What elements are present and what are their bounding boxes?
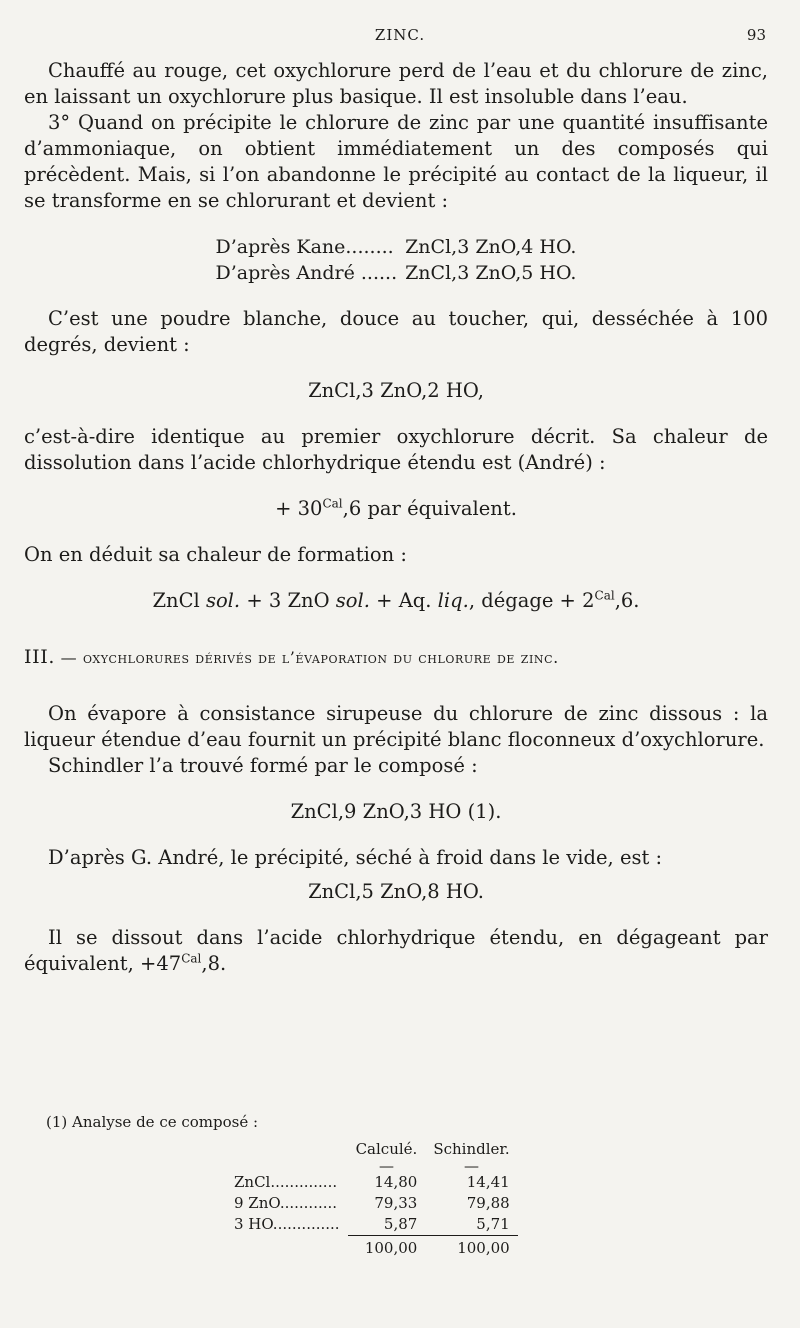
p9-suffix: ,8. bbox=[201, 952, 227, 975]
author-label: D’après André ...... bbox=[215, 262, 398, 284]
heat-suffix: ,6 par équivalent. bbox=[342, 497, 517, 520]
paragraph-3: C’est une poudre blanche, douce au toucher, qui, desséchée à 100 degrés, devient : bbox=[24, 307, 768, 356]
paragraph-6: On évapore à consistance sirupeuse du chlorure de zinc dissous : la liqueur étendue d’eau fournit un précipité blanc floconneux d’oxychlorure. bbox=[24, 702, 768, 751]
table-row bbox=[226, 1193, 518, 1214]
heat-unit: Cal bbox=[322, 496, 343, 511]
body-text bbox=[24, 58, 768, 977]
eq-part: ZnCl bbox=[152, 589, 206, 612]
paragraph-9 bbox=[24, 925, 768, 977]
table-row bbox=[226, 1214, 518, 1236]
formula-2: ZnCl,9 ZnO,3 HO (1). bbox=[290, 800, 502, 823]
row-label: 9 ZnO............ bbox=[234, 1194, 338, 1212]
running-title: ZINC. bbox=[374, 26, 426, 44]
page-number: 93 bbox=[746, 26, 766, 44]
total-schindler: 100,00 bbox=[425, 1236, 517, 1260]
row-calc: 14,80 bbox=[374, 1173, 418, 1191]
dash: — bbox=[378, 1157, 394, 1175]
total-calc: 100,00 bbox=[348, 1236, 426, 1260]
row-schindler: 5,71 bbox=[476, 1215, 510, 1233]
row-schindler: 14,41 bbox=[466, 1173, 510, 1191]
section-number: III. bbox=[24, 646, 55, 668]
formula-1: ZnCl,3 ZnO,2 HO, bbox=[308, 379, 484, 402]
analysis-dash-row bbox=[226, 1160, 518, 1172]
eq-part: + 3 ZnO bbox=[240, 589, 336, 612]
eq-state: sol. bbox=[205, 589, 241, 612]
author-label: D’après Kane........ bbox=[215, 236, 394, 258]
footnote bbox=[46, 1112, 766, 1259]
row-calc: 5,87 bbox=[383, 1215, 418, 1233]
p9-unit: Cal bbox=[181, 951, 202, 966]
paragraph-2: 3° Quand on précipite le chlorure de zinc par une quantité insuffisante d’ammoniaque, on obtient immédiatement un des composés qui précèdent. Mais, si l’on abandonne le précipité au contact de la liqueur, il se transforme en se chlorurant et devient : bbox=[24, 111, 768, 212]
eq-part: ,6. bbox=[614, 589, 640, 612]
paragraph-8: D’après G. André, le précipité, séché à froid dans le vide, est : bbox=[48, 846, 663, 869]
paragraph-1: Chauffé au rouge, cet oxychlorure perd de l’eau et du chlorure de zinc, en laissant un oxychlorure plus basique. Il est insoluble dans l’eau. bbox=[24, 59, 768, 108]
eq-part: , dégage + 2 bbox=[468, 589, 595, 612]
author-formula: ZnCl,3 ZnO,5 HO. bbox=[405, 262, 577, 284]
section-title: — oxychlorures dérivés de l’évaporation du chlorure de zinc. bbox=[54, 648, 559, 667]
page-header bbox=[0, 26, 800, 48]
paragraph-7: Schindler l’a trouvé formé par le composé : bbox=[48, 754, 478, 777]
row-calc: 79,33 bbox=[374, 1194, 418, 1212]
total-row bbox=[226, 1236, 518, 1260]
footnote-intro: (1) Analyse de ce composé : bbox=[46, 1113, 259, 1131]
heat-value: + 30 bbox=[275, 497, 323, 520]
header-schindler: Schindler. bbox=[433, 1140, 510, 1158]
section-heading bbox=[24, 644, 768, 671]
dash: — bbox=[464, 1157, 479, 1175]
eq-state: liq. bbox=[437, 589, 469, 612]
eq-part: + Aq. bbox=[369, 589, 438, 612]
row-schindler: 79,88 bbox=[466, 1194, 510, 1212]
author-row bbox=[212, 260, 581, 286]
paragraph-5: On en déduit sa chaleur de formation : bbox=[24, 543, 407, 566]
paragraph-4: c’est-à-dire identique au premier oxychlorure décrit. Sa chaleur de dissolution dans l’acide chlorhydrique étendu est (André) : bbox=[24, 425, 768, 474]
eq-unit: Cal bbox=[594, 588, 615, 603]
row-label: 3 HO.............. bbox=[234, 1215, 340, 1234]
author-row bbox=[212, 234, 581, 260]
heat-of-dissolution bbox=[24, 496, 768, 522]
table-row bbox=[226, 1172, 518, 1193]
author-formula-table bbox=[212, 234, 581, 286]
header-calcule: Calculé. bbox=[355, 1140, 418, 1158]
row-label: ZnCl.............. bbox=[234, 1173, 338, 1191]
author-formula: ZnCl,3 ZnO,4 HO. bbox=[405, 236, 577, 258]
formula-3: ZnCl,5 ZnO,8 HO. bbox=[308, 880, 484, 903]
analysis-table bbox=[226, 1139, 518, 1259]
formation-equation bbox=[24, 588, 768, 614]
p9-text: Il se dissout dans l’acide chlorhydrique étendu, en dégageant par équivalent, +47 bbox=[24, 926, 768, 975]
eq-state: sol. bbox=[335, 589, 370, 612]
